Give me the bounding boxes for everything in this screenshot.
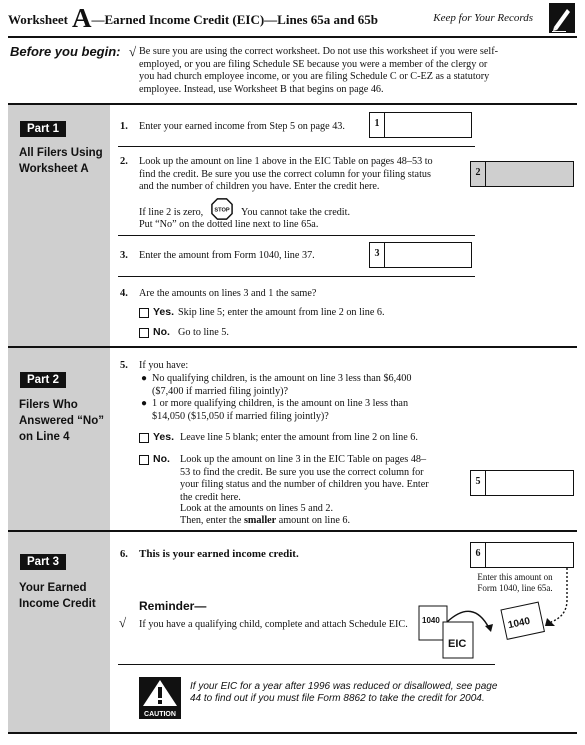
line2-entry-box[interactable]	[470, 161, 574, 187]
line5-box-number: 5	[471, 471, 486, 495]
line2-cannot-text: You cannot take the credit.	[241, 207, 351, 218]
line2-number: 2.	[120, 156, 128, 167]
line1-text: Enter your earned income from Step 5 on page 43.	[139, 121, 345, 132]
bullet-icon: ●	[141, 398, 148, 409]
line4-yes-text: Skip line 5; enter the amount from line 2 on line 6.	[178, 307, 385, 318]
part2-badge: Part 2	[20, 372, 66, 388]
part3-sidebar	[8, 532, 110, 732]
line6-number: 6.	[120, 549, 128, 560]
line6-note: Enter this amount on Form 1040, line 65a.	[477, 572, 553, 593]
line2-put-no-text: Put “No” on the dotted line next to line 65a.	[139, 219, 319, 230]
forms-illustration-icon	[415, 600, 545, 662]
line3-box-number: 3	[370, 243, 385, 267]
part2-sidebar	[8, 348, 110, 530]
page-title	[8, 3, 378, 33]
line5-then-pre: Then, enter the	[180, 515, 242, 526]
worksheet-letter: A	[71, 3, 92, 33]
checkmark-icon: √	[119, 615, 127, 630]
caution-badge	[139, 677, 181, 719]
caution-label: CAUTION	[144, 711, 176, 718]
part3-title: Your Earned Income Credit	[19, 582, 96, 610]
form-1040-small-label: 1040	[422, 616, 440, 625]
stop-sign-label: STOP	[214, 207, 230, 214]
line3-text: Enter the amount from Form 1040, line 37.	[139, 250, 315, 261]
before-you-begin-label: Before you begin:	[10, 44, 121, 59]
line6-entry-box[interactable]	[470, 542, 574, 568]
line5-then-text	[180, 515, 350, 528]
line2-zero-text: If line 2 is zero,	[139, 207, 204, 218]
line4-text: Are the amounts on lines 3 and 1 the same?	[139, 288, 317, 299]
worksheet-title: —Earned Income Credit (EIC)—Lines 65a and 65b	[91, 12, 378, 27]
bullet-icon: ●	[141, 373, 148, 384]
reminder-text: If you have a qualifying child, complete and attach Schedule EIC.	[139, 619, 408, 630]
line5-yes-text: Leave line 5 blank; enter the amount from line 2 on line 6.	[180, 432, 418, 443]
line3-number: 3.	[120, 250, 128, 261]
line2-box-number: 2	[471, 162, 486, 186]
line5-then-post: amount on line 6.	[278, 515, 351, 526]
line5-no-text: Look up the amount on line 3 in the EIC Table on pages 48–53 to find the credit. Be sure you use the correct column for your filing status and the number of children you have. Enter the credit here.	[180, 454, 429, 503]
pen-icon	[549, 3, 575, 33]
line-divider	[118, 235, 475, 236]
line6-text: This is your earned income credit.	[139, 548, 299, 560]
part1-badge: Part 1	[20, 121, 66, 137]
worksheet-word: Worksheet	[8, 12, 68, 27]
line-divider	[118, 664, 495, 665]
line2-shade	[486, 162, 573, 186]
footer-rule	[8, 732, 577, 734]
keep-for-records: Keep for Your Records	[433, 12, 533, 24]
part1-title: All Filers Using Worksheet A	[19, 147, 103, 175]
line5-no-checkbox[interactable]	[139, 455, 149, 465]
line1-number: 1.	[120, 121, 128, 132]
line4-yes-label: Yes.	[153, 306, 175, 318]
reminder-title: Reminder—	[139, 599, 207, 613]
caution-text: If your EIC for a year after 1996 was reduced or disallowed, see page 44 to find out if you must file Form 8862 to take the credit for 2004.	[190, 681, 498, 704]
line5-entry-box[interactable]	[470, 470, 574, 496]
line5-yes-checkbox[interactable]	[139, 433, 149, 443]
before-you-begin-text: Be sure you are using the correct worksheet. Do not use this worksheet if you were self-employed, or you are filing Schedule SE because you were a member of the clergy or you had church employee income, or you are filing Schedule C or C-EZ as a statutory employee. Instead, use Worksheet B that begins on page 46.	[139, 46, 499, 95]
line6-box-number: 6	[471, 543, 486, 567]
line3-entry-box[interactable]	[369, 242, 472, 268]
line5-number: 5.	[120, 360, 128, 371]
checkmark-icon: √	[129, 44, 137, 59]
part1-sidebar	[8, 105, 110, 346]
line5-bullet1: No qualifying children, is the amount on line 3 less than $6,400 ($7,400 if married filing jointly)?	[152, 373, 412, 397]
line5-yes-label: Yes.	[153, 431, 175, 443]
line5-look-text: Look at the amounts on lines 5 and 2.	[180, 503, 334, 514]
line4-number: 4.	[120, 288, 128, 299]
part2-title: Filers Who Answered “No” on Line 4	[19, 399, 104, 443]
line2-text: Look up the amount on line 1 above in the EIC Table on pages 48–53 to find the credit. Be sure you use the correct column for your filing status and the number of children you have. Enter the credit here.	[139, 156, 433, 192]
header-rule	[8, 36, 577, 38]
line-divider	[118, 276, 475, 277]
line4-no-text: Go to line 5.	[178, 327, 229, 338]
line4-no-checkbox[interactable]	[139, 328, 149, 338]
caution-triangle-icon	[139, 677, 181, 709]
line4-yes-checkbox[interactable]	[139, 308, 149, 318]
line5-no-label: No.	[153, 453, 170, 465]
line4-no-label: No.	[153, 326, 170, 338]
line1-entry-box[interactable]	[369, 112, 472, 138]
line5-intro: If you have:	[139, 360, 189, 371]
form-eic-label: EIC	[448, 638, 467, 650]
line5-bullet2: 1 or more qualifying children, is the amount on line 3 less than $14,050 ($15,050 if married filing jointly)?	[152, 398, 409, 422]
line1-box-number: 1	[370, 113, 385, 137]
stop-sign-icon	[211, 198, 233, 220]
line-divider	[118, 146, 475, 147]
form-1040-label: 1040	[507, 615, 532, 632]
line5-then-bold: smaller	[243, 515, 277, 526]
part3-badge: Part 3	[20, 554, 66, 570]
